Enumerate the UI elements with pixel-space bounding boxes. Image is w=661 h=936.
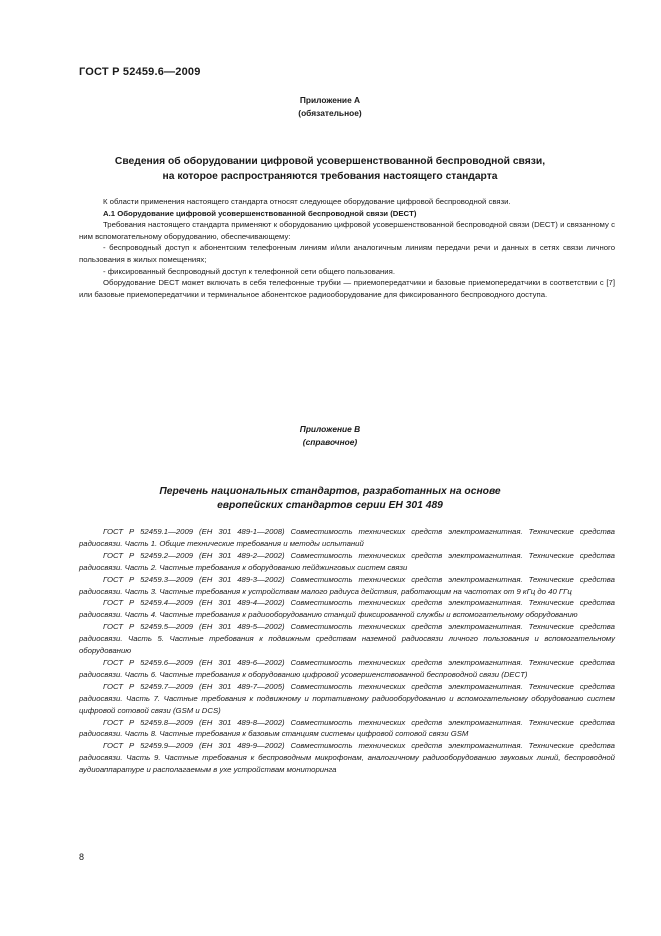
annex-a-status: (обязательное)	[298, 108, 362, 118]
standard-entry: ГОСТ Р 52459.7—2009 (ЕН 301 489-7—2005) Совместимость технических средств электромагнитная. Технические средства радиосвязи. Часть 7. Частные требования к подвижному и портативному радиооборудованию и вспомогательному оборудованию систем цифровой сотовой связи (GSM и DCS)	[79, 681, 615, 715]
standard-entry: ГОСТ Р 52459.2—2009 (ЕН 301 489-2—2002) Совместимость технических средств электромагнитная. Технические средства радиосвязи. Часть 2. Частные требования к оборудованию пейджинговых систем связи	[79, 550, 615, 572]
standard-entry: ГОСТ Р 52459.6—2009 (ЕН 301 489-6—2002) Совместимость технических средств электромагнитная. Технические средства радиосвязи. Часть 6. Частные требования к оборудованию цифровой усовершенствованной беспроводной связи (DECT)	[79, 657, 615, 679]
annex-a-body	[79, 196, 615, 300]
annex-a-paragraph: К области применения настоящего стандарта относят следующее оборудование цифровой беспроводной связи.	[103, 197, 511, 206]
annex-a-title: Приложение А	[299, 95, 361, 105]
standard-entry: ГОСТ Р 52459.8—2009 (ЕН 301 489-8—2002) Совместимость технических средств электромагнитная. Технические средства радиосвязи. Часть 8. Частные требования к базовым станциям системы цифровой сотовой связи GSM	[79, 717, 615, 739]
annex-b-title-block	[80, 423, 580, 449]
annex-b-heading	[80, 485, 580, 512]
annex-b-status: (справочное)	[302, 437, 358, 447]
annex-b-heading-line2: европейских стандартов серии ЕН 301 489	[217, 499, 443, 511]
standards-list	[79, 526, 615, 776]
annex-a-list-item: - беспроводный доступ к абонентским телефонным линиям и/или аналогичным линиям передачи речи и данных в сетях связи личного пользования в жилых помещениях;	[79, 243, 615, 264]
annex-a-heading-line2: на которое распространяются требования настоящего стандарта	[162, 170, 498, 182]
document-header: ГОСТ Р 52459.6—2009	[79, 66, 201, 78]
standard-entry: ГОСТ Р 52459.9—2009 (ЕН 301 489-9—2002) Совместимость технических средств электромагнитная. Технические средства радиосвязи. Часть 9. Частные требования к беспроводным микрофонам, аналогичному радиооборудованию звуковых линий, беспроводной аудиоаппаратуре и располагаемым в ухе устройствам мониторинга	[79, 741, 615, 775]
standard-entry: ГОСТ Р 52459.3—2009 (ЕН 301 489-3—2002) Совместимость технических средств электромагнитная. Технические средства радиосвязи. Часть 3. Частные требования к устройствам малого радиуса действия, работающим на частотах от 9 кГц до 40 ГГц	[79, 574, 615, 596]
annex-a-paragraph: Требования настоящего стандарта применяют к оборудованию цифровой усовершенствованной беспроводной связи (DECT) и связанному с ним вспомогательному оборудованию, обеспечивающему:	[79, 220, 615, 241]
annex-a-title-block	[80, 94, 580, 120]
annex-a-heading-line1: Сведения об оборудовании цифровой усовершенствованной беспроводной связи,	[114, 156, 546, 167]
annex-a-heading	[80, 155, 580, 184]
annex-b-heading-line1: Перечень национальных стандартов, разработанных на основе	[159, 486, 501, 497]
page-number: 8	[79, 852, 85, 862]
standard-entry: ГОСТ Р 52459.4—2009 (ЕН 301 489-4—2002) Совместимость технических средств электромагнитная. Технические средства радиосвязи. Часть 4. Частные требования к радиооборудованию станций фиксированной службы и вспомогательному оборудованию	[79, 598, 615, 620]
annex-a-subsection-heading: А.1 Оборудование цифровой усовершенствованной беспроводной связи (DECT)	[103, 208, 417, 218]
annex-a-list-item: - фиксированный беспроводный доступ к телефонной сети общего пользования.	[103, 266, 395, 276]
standard-entry: ГОСТ Р 52459.5—2009 (ЕН 301 489-5—2002) Совместимость технических средств электромагнитная. Технические средства радиосвязи. Часть 5. Частные требования к подвижным средствам наземной радиосвязи личного пользования и вспомогательному оборудованию	[79, 622, 615, 656]
standard-entry: ГОСТ Р 52459.1—2009 (ЕН 301 489-1—2008) Совместимость технических средств электромагнитная. Технические средства радиосвязи. Часть 1. Общие технические требования и методы испытаний	[79, 527, 615, 548]
annex-a-paragraph: Оборудование DECT может включать в себя телефонные трубки — приемопередатчики и базовые приемопередатчики в соответствии с [7] или базовые приемопередатчики и терминальное абонентское радиооборудование для фиксированного беспроводного доступа.	[79, 278, 615, 299]
annex-b-title: Приложение В	[299, 424, 361, 434]
